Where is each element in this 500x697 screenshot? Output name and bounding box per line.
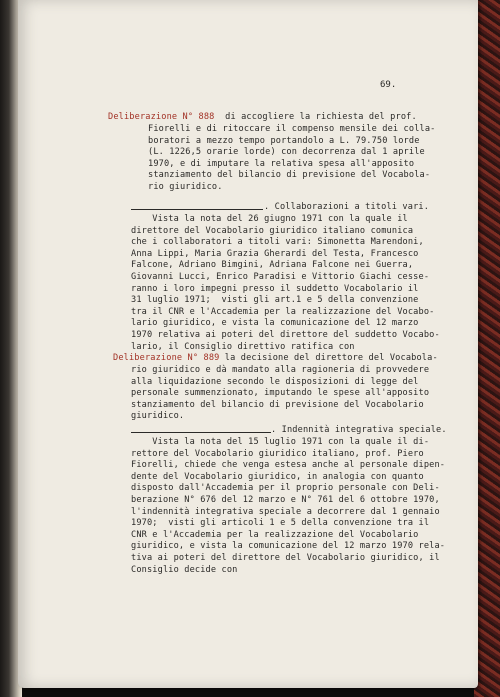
text-line: stanziamento del bilancio di previsione del Vocabolario <box>131 399 424 410</box>
text-line: lario, il Consiglio direttivo ratifica con <box>131 341 355 352</box>
text-line: 1970, e di imputare la relativa spesa all'apposito <box>148 158 415 169</box>
indennita-body <box>131 437 445 576</box>
deliberation-888-first-line <box>108 112 417 124</box>
deliberation-888-label: Deliberazione N° 888 <box>108 112 215 122</box>
text-line: tra il CNR e l'Accademia per la realizzazione del Vocabo- <box>131 306 435 317</box>
text-line: disposto dall'Accademia per il proprio personale con Deli- <box>131 483 440 494</box>
text-line: Fiorelli e di ritoccare il compenso mensile dei colla- <box>148 124 436 134</box>
text-line: tiva ai poteri del direttore del Vocabolario giuridico, il <box>131 552 440 563</box>
text-line: 31 luglio 1971; visti gli art.1 e 5 della convenzione <box>131 295 419 306</box>
heading-rule-collaborazioni <box>131 209 263 210</box>
text-line: CNR e l'Accademia per la realizzazione del Vocabolario <box>131 529 419 540</box>
text-line: rio giuridico e dà mandato alla ragioneria di provvedere <box>131 365 430 375</box>
text-line: Consiglio decide con <box>131 564 238 575</box>
deliberation-889-body <box>131 365 429 423</box>
text-line: personale summenzionato, imputando le spese all'apposito <box>131 388 430 399</box>
heading-indennita: . Indennità integrativa speciale. <box>271 425 447 435</box>
deliberation-888-text: di accogliere la richiesta del prof. <box>214 112 417 122</box>
text-line: Anna Lippi, Maria Grazia Gherardi del Testa, Francesco <box>131 248 419 259</box>
page-number: 69. <box>380 80 397 90</box>
text-line: dente del Vocabolario giuridico, in analogia con quanto <box>131 471 424 482</box>
text-line: lario giuridico, e vista la comunicazione del 12 marzo <box>131 318 419 329</box>
text-line: ranno i loro impegni presso il suddetto Vocabolario il <box>131 283 419 294</box>
text-line: Vista la nota del 15 luglio 1971 con la quale il di- <box>131 437 430 447</box>
text-line: 1970 relativa ai poteri del direttore del suddetto Vocabo- <box>131 329 440 340</box>
text-line: berazione N° 676 del 12 marzo e N° 761 del 6 ottobre 1970, <box>131 494 440 505</box>
text-line: boratori a mezzo tempo portandolo a L. 79.750 lorde <box>148 135 420 146</box>
text-line: Fiorelli, chiede che venga estesa anche al personale dipen- <box>131 460 446 471</box>
text-line: Vista la nota del 26 giugno 1971 con la quale il <box>131 214 408 224</box>
text-line: direttore del Vocabolario giuridico italiano comunica <box>131 225 414 236</box>
text-line: 1970; visti gli articoli 1 e 5 della convenzione tra il <box>131 518 430 529</box>
document-page <box>18 0 478 688</box>
deliberation-889-text: la decisione del direttore del Vocabola- <box>219 353 438 363</box>
text-line: giuridico, e vista la comunicazione del 12 marzo 1970 rela- <box>131 541 446 552</box>
text-line: rettore del Vocabolario giuridico italiano, prof. Piero <box>131 448 424 459</box>
text-line: l'indennità integrativa speciale a decorrere dal 1 gennaio <box>131 506 440 517</box>
deliberation-889-label: Deliberazione N° 889 <box>113 353 220 363</box>
heading-collaborazioni: . Collaborazioni a titoli vari. <box>264 202 430 212</box>
text-line: (L. 1226,5 orarie lorde) con decorrenza dal 1 aprile <box>148 147 425 158</box>
text-line: Falcone, Adriano Bimgini, Adriana Falcone nei Guerra, <box>131 260 414 271</box>
deliberation-889-line <box>113 353 438 365</box>
heading-rule-indennita <box>131 432 271 433</box>
collaborazioni-body <box>131 214 440 353</box>
text-line: stanziamento del bilancio di previsione del Vocabola- <box>148 170 431 181</box>
text-line: giuridico. <box>131 411 185 422</box>
text-line: Giovanni Lucci, Enrico Paradisi e Vittorio Giachi cesse- <box>131 271 430 282</box>
text-line: che i collaboratori a titoli vari: Simonetta Marendoni, <box>131 237 424 248</box>
deliberation-888-body <box>148 124 436 194</box>
text-line: alla liquidazione secondo le disposizioni di legge del <box>131 376 419 387</box>
text-line: rio giuridico. <box>148 181 223 192</box>
